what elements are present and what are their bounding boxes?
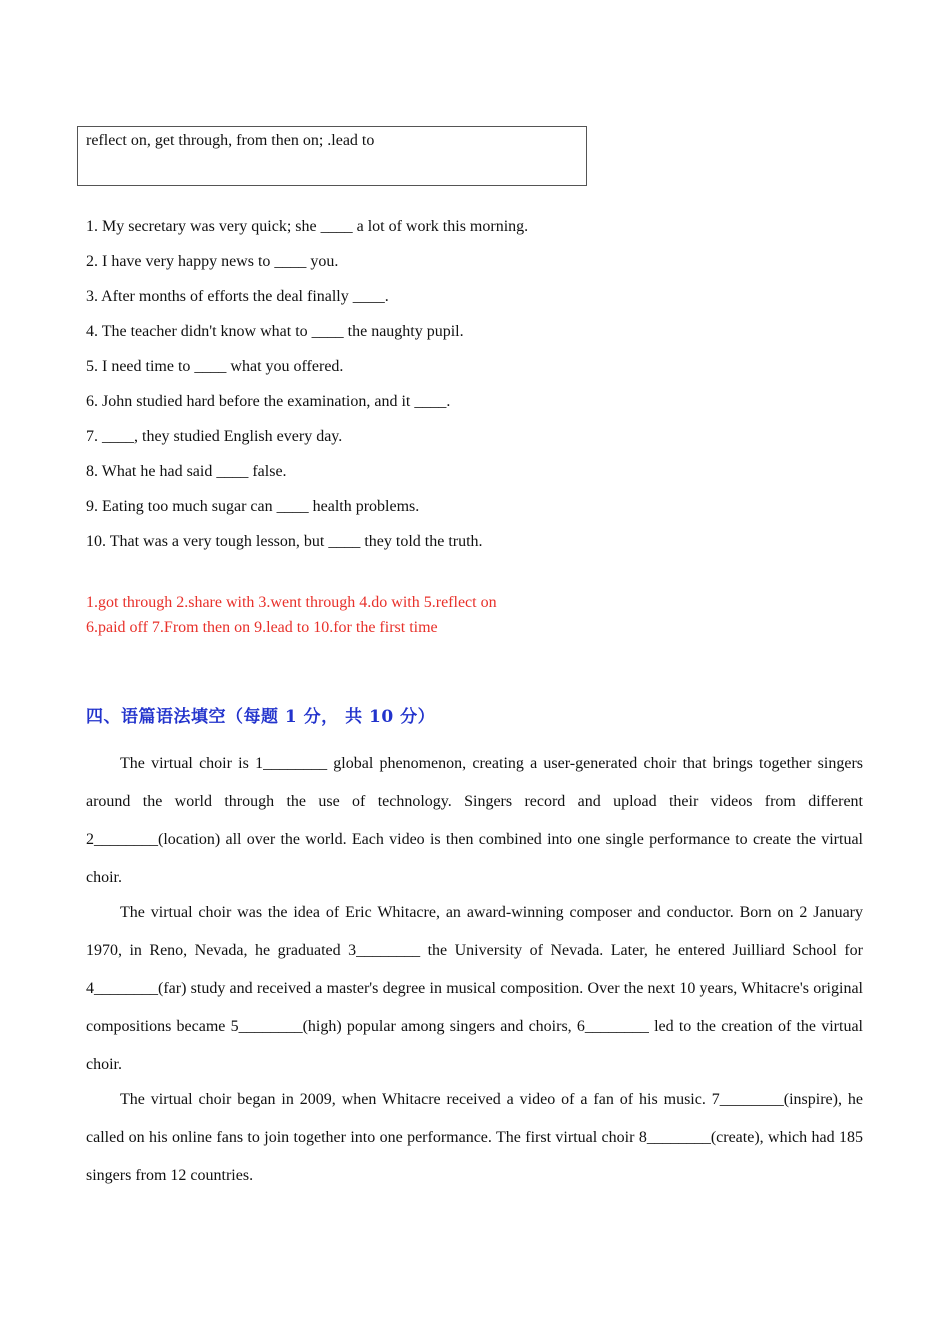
section-title: 四、语篇语法填空（每题 1 分， 共 10 分） (86, 707, 436, 727)
answer-line-2: 6.paid off 7.From then on 9.lead to 10.for the first time (86, 619, 438, 636)
passage-paragraph-3: The virtual choir began in 2009, when Whitacre received a video of a fan of his music. 7________(inspire), he called on his online fans to join together into one performance. The first virtual choir 8________(create), which had 185 singers from 12 countries. (86, 1091, 863, 1184)
passage (86, 745, 863, 1192)
question-item: 3. After months of efforts the deal finally ____. (86, 288, 389, 305)
question-item: 6. John studied hard before the examination, and it ____. (86, 393, 451, 410)
answer-key (86, 590, 497, 640)
question-item: 4. The teacher didn't know what to ____ the naughty pupil. (86, 323, 464, 340)
question-item: 2. I have very happy news to ____ you. (86, 253, 339, 270)
answer-line-1: 1.got through 2.share with 3.went through 4.do with 5.reflect on (86, 594, 497, 611)
passage-paragraph-1: The virtual choir is 1________ global phenomenon, creating a user-generated choir that brings together singers around the world through the use of technology. Singers record and upload their videos from different 2________(location) all over the world. Each video is then combined into one single performance to create the virtual choir. (86, 755, 863, 886)
question-item: 10. That was a very tough lesson, but ____ they told the truth. (86, 533, 483, 550)
question-item: 9. Eating too much sugar can ____ health problems. (86, 498, 420, 515)
question-item: 7. ____, they studied English every day. (86, 428, 343, 445)
question-item: 1. My secretary was very quick; she ____ a lot of work this morning. (86, 218, 529, 235)
question-list (86, 216, 528, 566)
question-item: 5. I need time to ____ what you offered. (86, 358, 344, 375)
phrase-box-text: reflect on, get through, from then on; .lead to (86, 132, 375, 149)
question-item: 8. What he had said ____ false. (86, 463, 287, 480)
phrase-box (77, 126, 587, 186)
passage-paragraph-2: The virtual choir was the idea of Eric Whitacre, an award-winning composer and conductor. Born on 2 January 1970, in Reno, Nevada, he graduated 3________ the University of Nevada. Later, he entered Juilliard School for 4________(far) study and received a master's degree in musical composition. Over the next 10 years, Whitacre's original compositions became 5________(high) popular among singers and choirs, 6________ led to the creation of the virtual choir. (86, 904, 863, 1073)
